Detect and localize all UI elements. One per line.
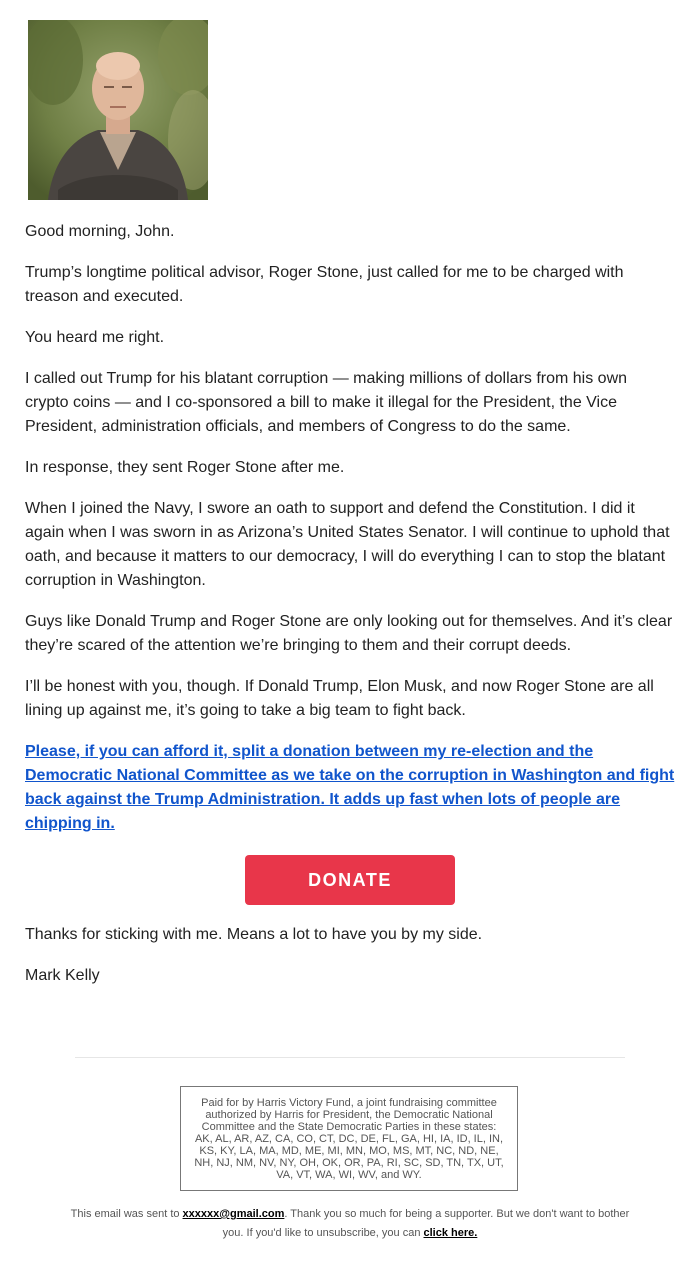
email-body bbox=[25, 20, 675, 1005]
unsubscribe-link[interactable]: click here. bbox=[423, 1227, 478, 1239]
paragraph: I called out Trump for his blatant corruption — making millions of dollars from his own crypto coins — and I co-sponsored a bill to make it illegal for the President, the Vice President, administration officials, and members of Congress to do the same. bbox=[25, 370, 628, 435]
paragraph: In response, they sent Roger Stone after me. bbox=[25, 459, 345, 476]
paragraph: Trump’s longtime political advisor, Roger Stone, just called for me to be charged with treason and executed. bbox=[25, 264, 624, 305]
donation-link[interactable]: Please, if you can afford it, split a donation between my re-election and the Democratic National Committee as we take on the corruption in Washington and fight back against the Trump Administration. It adds up fast when lots of people are chipping in. bbox=[25, 743, 675, 832]
footer-divider bbox=[75, 1057, 625, 1058]
portrait-illustration bbox=[28, 20, 208, 200]
footer-middle: . Thank you so much for being a supporter. But we don't want to bother you. If you'd like to unsubscribe, you can bbox=[222, 1208, 630, 1239]
signature: Mark Kelly bbox=[25, 967, 100, 984]
donate-container bbox=[25, 855, 675, 905]
footer-prefix: This email was sent to bbox=[70, 1208, 183, 1220]
paragraph: I’ll be honest with you, though. If Donald Trump, Elon Musk, and now Roger Stone are all lining up against me, it’s going to take a big team to fight back. bbox=[25, 678, 654, 719]
paid-for-disclaimer: Paid for by Harris Victory Fund, a joint fundraising committee authorized by Harris for President, the Democratic National Committee and the State Democratic Parties in these states: AK, AL, AR, AZ, CA, CO, CT, DC, DE, FL, GA, HI, IA, ID, IL, IN, KS, KY, LA, MA, MD, ME, MI, MN, MO, MS, MT, NC, ND, NE, NH, NJ, NM, NV, NY, OH, OK, OR, PA, RI, SC, SD, TN, TX, UT, VA, VT, WA, WI, WV, and WY. bbox=[180, 1086, 518, 1191]
donate-button[interactable]: DONATE bbox=[245, 855, 455, 905]
cta-paragraph bbox=[25, 740, 675, 836]
message-body bbox=[25, 220, 675, 988]
email-footer bbox=[60, 1205, 640, 1243]
paragraph: You heard me right. bbox=[25, 329, 165, 346]
paragraph: When I joined the Navy, I swore an oath to support and defend the Constitution. I did it again when I was sworn in as Arizona’s United States Senator. I will continue to uphold that oath, and because it matters to our democracy, I will do everything I can to stop the blatant corruption in Washington. bbox=[25, 500, 670, 589]
greeting: Good morning, John. bbox=[25, 223, 175, 240]
closing-text: Thanks for sticking with me. Means a lot to have you by my side. bbox=[25, 926, 483, 943]
header-photo bbox=[28, 20, 208, 200]
paragraph: Guys like Donald Trump and Roger Stone are only looking out for themselves. And it’s clear they’re scared of the attention we’re bringing to them and their corrupt deeds. bbox=[25, 613, 673, 654]
recipient-email-link[interactable]: xxxxxx@gmail.com bbox=[182, 1208, 285, 1220]
